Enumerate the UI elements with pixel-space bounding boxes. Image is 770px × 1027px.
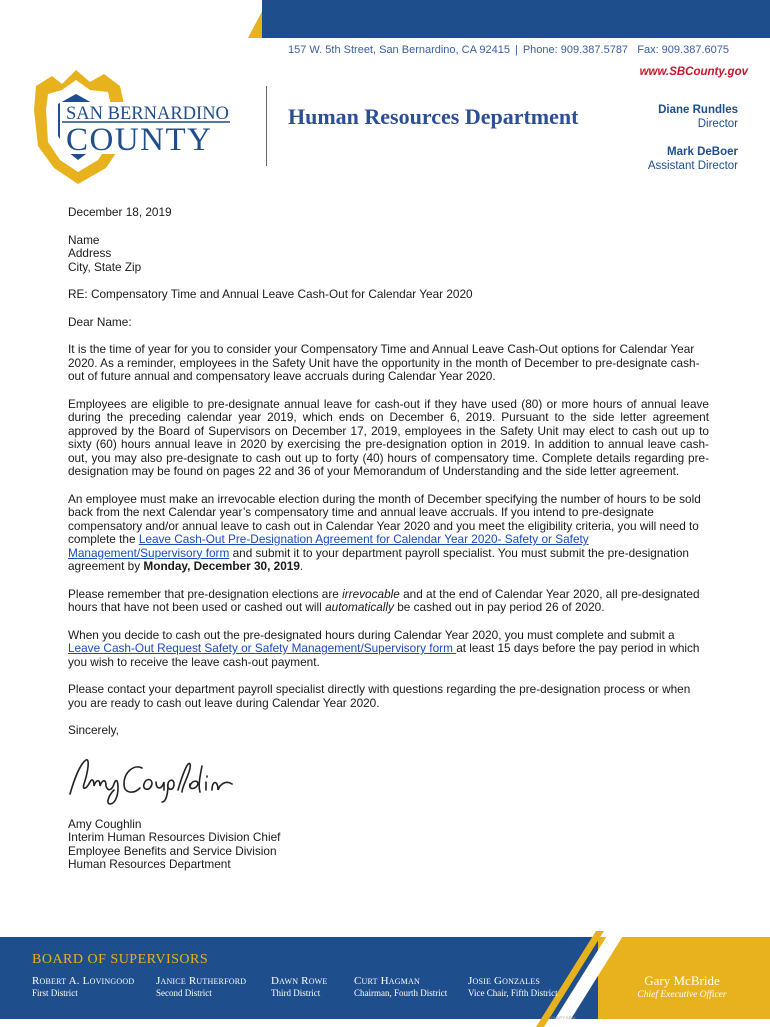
supervisor-third-district: Dawn Rowe Third District bbox=[271, 975, 328, 998]
paragraph-3: An employee must make an irrevocable election during the month of December specifying the number of hours to be sold back from the next Calendar year’s compensatory time and annual leave accruals. If you intend to pre-designate compensatory and/or annual leave to cash out in Calendar Year 2020 and you meet the eligibility criteria, you will need to complete the Leave Cash-Out Pre-Designation Agreement for Calendar Year 2020- Safety or Safety Management/Supervisory form and submit it to your department payroll specialist. You must submit the pre-designation agreement by Monday, December 30, 2019. bbox=[68, 491, 701, 573]
signer-department: Human Resources Department bbox=[68, 857, 231, 871]
letter-body bbox=[68, 206, 709, 872]
county-logo bbox=[28, 64, 238, 188]
closing: Sincerely, bbox=[68, 723, 119, 737]
fax-number: Fax: 909.387.6075 bbox=[637, 44, 729, 56]
chief-executive-officer: Gary McBride Chief Executive Officer bbox=[637, 973, 727, 1000]
supervisor-fourth-district: Curt Hagman Chairman, Fourth District bbox=[354, 975, 448, 998]
predesignation-form-link[interactable]: Leave Cash-Out Pre-Designation Agreement for Calendar Year 2020- Safety or Safety Management/Supervisory form bbox=[68, 532, 589, 560]
supervisor-second-district: Janice Rutherford Second District bbox=[156, 975, 247, 998]
officer-name: Mark DeBoer bbox=[667, 146, 738, 158]
signer-name: Amy Coughlin bbox=[68, 816, 142, 831]
salutation: Dear Name: bbox=[68, 314, 132, 329]
signature-image bbox=[64, 750, 239, 806]
officer-title: Assistant Director bbox=[647, 160, 738, 172]
paragraph-1: It is the time of year for you to consider your Compensatory Time and Annual Leave Cash-Out options for Calendar Year 2020. As a reminder, employees in the Safety Unit have the opportunity in the month of December to pre-designate cash-out of future annual and compensatory leave accruals during Calendar Year 2020. bbox=[68, 342, 700, 383]
deadline: Monday, December 30, 2019 bbox=[143, 559, 300, 573]
officer-assistant-director bbox=[648, 145, 738, 173]
signer-block bbox=[68, 818, 709, 872]
board-title: BOARD OF SUPERVISORS bbox=[32, 952, 209, 967]
department-name: Human Resources Department bbox=[288, 104, 579, 129]
officer-title: Director bbox=[697, 118, 738, 130]
recipient-address: Address bbox=[68, 246, 112, 260]
recipient-name: Name bbox=[68, 232, 100, 247]
officer-director bbox=[658, 103, 738, 131]
cashout-request-form-link[interactable]: Leave Cash-Out Request Safety or Safety Management/Supervisory form bbox=[68, 641, 457, 655]
header-blue-bar bbox=[262, 0, 770, 38]
letter-subject: RE: Compensatory Time and Annual Leave Cash-Out for Calendar Year 2020 bbox=[68, 287, 473, 301]
officer-name: Diane Rundles bbox=[658, 104, 738, 116]
paragraph-5: When you decide to cash out the pre-designated hours during Calendar Year 2020, you must complete and submit a Leave Cash-Out Request Safety or Safety Management/Supervisory form at least 15 days before the pay period in which you wish to receive the leave cash-out payment. bbox=[68, 627, 700, 669]
supervisor-fifth-district: Josie Gonzales Vice Chair, Fifth District bbox=[468, 975, 558, 998]
logo-line1: SAN BERNARDINO bbox=[66, 104, 229, 124]
website-link[interactable]: www.SBCounty.gov bbox=[639, 66, 748, 78]
paragraph-6: Please contact your department payroll specialist directly with questions regarding the pre-designation process or when you are ready to cash out leave during Calendar Year 2020. bbox=[68, 682, 691, 710]
recipient-block bbox=[68, 234, 709, 275]
letter-date: December 18, 2019 bbox=[68, 205, 172, 219]
footer-board-of-supervisors bbox=[0, 937, 770, 1024]
street-address: 157 W. 5th Street, San Bernardino, CA 92415 bbox=[288, 44, 510, 56]
logo-line2: COUNTY bbox=[66, 122, 213, 158]
signer-division: Employee Benefits and Service Division bbox=[68, 843, 277, 858]
phone-number: Phone: 909.387.5787 bbox=[522, 44, 629, 56]
header-divider bbox=[266, 86, 267, 166]
supervisor-first-district: Robert A. Lovingood First District bbox=[32, 975, 135, 998]
signer-title: Interim Human Resources Division Chief bbox=[68, 830, 281, 844]
recipient-city: City, State Zip bbox=[68, 259, 142, 274]
contact-line: 157 W. 5th Street, San Bernardino, CA 92415 | Phone: 909.387.5787 Fax: 909.387.6075 bbox=[288, 44, 729, 56]
fine-print: COUNTY SEAL bbox=[548, 1015, 577, 1020]
paragraph-4: Please remember that pre-designation elections are irrevocable and at the end of Calendar Year 2020, all pre-designated hours that have not been used or cashed out will automatically be cashed out in pay period 26 of 2020. bbox=[68, 586, 700, 614]
paragraph-2: Employees are eligible to pre-designate annual leave for cash-out if they have used (80) or more hours of annual leave during the preceding calendar year 2019, which ends on December 6, 2019. Pursuant to the side letter agreement approved by the Board of Supervisors on December 17, 2019, employees in the Safety Unit may elect to cash out up to sixty (60) hours annual leave in 2020 by exercising the pre-designation option in 2019. In addition to annual leave cash-out, you may also pre-designate to cash out up to forty (40) hours of compensatory time. Complete details regarding pre-designation may be found on pages 22 and 36 of your Memorandum of Understanding and the side letter agreement. bbox=[68, 396, 709, 478]
